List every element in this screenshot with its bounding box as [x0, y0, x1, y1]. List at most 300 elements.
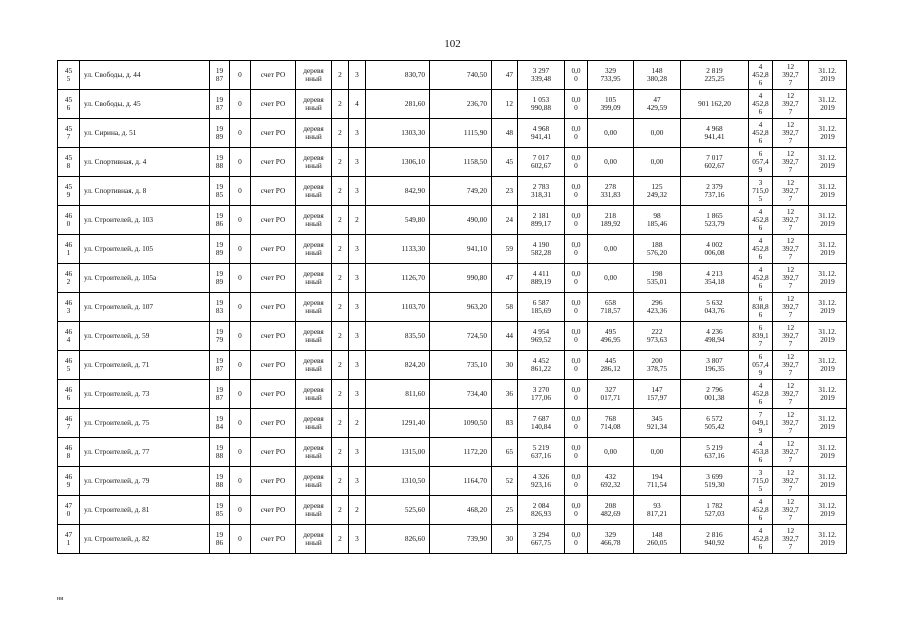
cell-col-12: 218 189,92 [588, 206, 634, 235]
cell-floors: 2 [332, 496, 349, 525]
cell-col-16: 12 392,7 7 [773, 90, 809, 119]
cell-col-14: 2 379 737,16 [681, 177, 749, 206]
cell-col-16: 12 392,7 7 [773, 235, 809, 264]
cell-col-14: 3 807 196,35 [681, 351, 749, 380]
cell-floors: 2 [332, 525, 349, 554]
cell-col-16: 12 392,7 7 [773, 525, 809, 554]
cell-address: ул. Спортивная, д. 4 [80, 148, 210, 177]
cell-col-12: 495 496,95 [588, 322, 634, 351]
cell-col-12: 105 399,09 [588, 90, 634, 119]
cell-row-number: 46 9 [58, 467, 80, 496]
cell-col-16: 12 392,7 7 [773, 264, 809, 293]
cell-floors: 2 [332, 438, 349, 467]
cell-col-3: 0 [230, 525, 251, 554]
cell-deadline: 31.12. 2019 [809, 380, 847, 409]
cell-year: 19 87 [210, 90, 230, 119]
cell-col-3: 0 [230, 351, 251, 380]
cell-residents: 30 [492, 351, 518, 380]
cell-year: 19 87 [210, 380, 230, 409]
cell-col-14: 1 782 527,03 [681, 496, 749, 525]
cell-floors: 2 [332, 61, 349, 90]
cell-floors: 2 [332, 293, 349, 322]
cell-col-13: 200 378,75 [634, 351, 681, 380]
cell-row-number: 47 1 [58, 525, 80, 554]
cell-cost-total: 2 181 899,17 [518, 206, 565, 235]
cell-area-total: 1291,40 [366, 409, 430, 438]
cell-cost-total: 6 587 185,69 [518, 293, 565, 322]
table-row [58, 467, 847, 496]
cell-col-12: 658 718,57 [588, 293, 634, 322]
cell-area-total: 1306,10 [366, 148, 430, 177]
cell-col-11: 0,0 0 [565, 90, 588, 119]
cell-entrances: 3 [349, 61, 366, 90]
housing-registry-table [57, 60, 847, 554]
cell-col-13: 222 973,63 [634, 322, 681, 351]
cell-funding: счет РО [251, 148, 296, 177]
cell-row-number: 46 8 [58, 438, 80, 467]
cell-col-14: 3 699 519,30 [681, 467, 749, 496]
cell-floors: 2 [332, 351, 349, 380]
cell-floors: 2 [332, 90, 349, 119]
cell-area-living: 963,20 [430, 293, 492, 322]
cell-col-3: 0 [230, 148, 251, 177]
cell-col-13: 0,00 [634, 438, 681, 467]
cell-col-15: 6 057,4 9 [749, 351, 773, 380]
cell-deadline: 31.12. 2019 [809, 293, 847, 322]
cell-address: ул. Строителей, д. 107 [80, 293, 210, 322]
cell-col-15: 4 452,8 6 [749, 90, 773, 119]
cell-col-3: 0 [230, 496, 251, 525]
cell-col-16: 12 392,7 7 [773, 61, 809, 90]
cell-address: ул. Строителей, д. 75 [80, 409, 210, 438]
cell-cost-total: 4 190 582,28 [518, 235, 565, 264]
cell-cost-total: 3 297 339,48 [518, 61, 565, 90]
cell-cost-total: 7 687 140,84 [518, 409, 565, 438]
cell-funding: счет РО [251, 235, 296, 264]
cell-row-number: 46 4 [58, 322, 80, 351]
cell-residents: 25 [492, 496, 518, 525]
cell-entrances: 3 [349, 380, 366, 409]
cell-col-13: 0,00 [634, 119, 681, 148]
cell-area-living: 734,40 [430, 380, 492, 409]
cell-row-number: 45 7 [58, 119, 80, 148]
cell-address: ул. Строителей, д. 73 [80, 380, 210, 409]
cell-year: 19 86 [210, 525, 230, 554]
cell-funding: счет РО [251, 264, 296, 293]
cell-col-16: 12 392,7 7 [773, 380, 809, 409]
cell-col-14: 4 002 006,08 [681, 235, 749, 264]
cell-col-15: 3 715,0 5 [749, 177, 773, 206]
cell-residents: 12 [492, 90, 518, 119]
cell-address: ул. Строителей, д. 59 [80, 322, 210, 351]
cell-area-total: 549,80 [366, 206, 430, 235]
cell-year: 19 79 [210, 322, 230, 351]
cell-col-12: 432 692,32 [588, 467, 634, 496]
cell-address: ул. Строителей, д. 103 [80, 206, 210, 235]
cell-area-living: 490,00 [430, 206, 492, 235]
cell-col-16: 12 392,7 7 [773, 322, 809, 351]
cell-address: ул. Строителей, д. 79 [80, 467, 210, 496]
cell-residents: 48 [492, 119, 518, 148]
cell-floors: 2 [332, 235, 349, 264]
table-row [58, 235, 847, 264]
cell-funding: счет РО [251, 525, 296, 554]
cell-row-number: 45 9 [58, 177, 80, 206]
cell-area-living: 468,20 [430, 496, 492, 525]
cell-deadline: 31.12. 2019 [809, 438, 847, 467]
cell-funding: счет РО [251, 438, 296, 467]
table-row [58, 380, 847, 409]
cell-col-3: 0 [230, 235, 251, 264]
cell-entrances: 3 [349, 264, 366, 293]
cell-area-living: 1115,90 [430, 119, 492, 148]
cell-col-11: 0,0 0 [565, 496, 588, 525]
cell-col-3: 0 [230, 467, 251, 496]
cell-funding: счет РО [251, 409, 296, 438]
cell-wall-material: деревя нный [296, 496, 332, 525]
cell-address: ул. Строителей, д. 82 [80, 525, 210, 554]
cell-area-living: 1172,20 [430, 438, 492, 467]
cell-deadline: 31.12. 2019 [809, 496, 847, 525]
cell-year: 19 84 [210, 409, 230, 438]
cell-col-15: 4 452,8 6 [749, 525, 773, 554]
cell-col-12: 445 286,12 [588, 351, 634, 380]
cell-area-total: 1103,70 [366, 293, 430, 322]
cell-col-12: 0,00 [588, 438, 634, 467]
cell-floors: 2 [332, 264, 349, 293]
cell-year: 19 83 [210, 293, 230, 322]
cell-cost-total: 3 294 667,75 [518, 525, 565, 554]
cell-col-11: 0,0 0 [565, 438, 588, 467]
cell-funding: счет РО [251, 351, 296, 380]
cell-funding: счет РО [251, 380, 296, 409]
cell-col-11: 0,0 0 [565, 467, 588, 496]
cell-year: 19 85 [210, 177, 230, 206]
cell-col-3: 0 [230, 264, 251, 293]
cell-row-number: 45 5 [58, 61, 80, 90]
cell-area-living: 1090,50 [430, 409, 492, 438]
cell-row-number: 46 6 [58, 380, 80, 409]
cell-address: ул. Строителей, д. 81 [80, 496, 210, 525]
cell-col-11: 0,0 0 [565, 119, 588, 148]
cell-address: ул. Строителей, д. 71 [80, 351, 210, 380]
table-row [58, 496, 847, 525]
cell-residents: 24 [492, 206, 518, 235]
cell-col-15: 6 838,8 6 [749, 293, 773, 322]
cell-area-living: 941,10 [430, 235, 492, 264]
cell-cost-total: 5 219 637,16 [518, 438, 565, 467]
cell-wall-material: деревя нный [296, 235, 332, 264]
cell-wall-material: деревя нный [296, 206, 332, 235]
cell-col-16: 12 392,7 7 [773, 293, 809, 322]
cell-area-total: 1315,00 [366, 438, 430, 467]
cell-funding: счет РО [251, 467, 296, 496]
cell-year: 19 88 [210, 148, 230, 177]
cell-col-3: 0 [230, 293, 251, 322]
cell-area-living: 724,50 [430, 322, 492, 351]
cell-residents: 58 [492, 293, 518, 322]
cell-funding: счет РО [251, 177, 296, 206]
cell-col-15: 6 839,1 7 [749, 322, 773, 351]
cell-col-13: 47 429,59 [634, 90, 681, 119]
cell-funding: счет РО [251, 496, 296, 525]
cell-area-living: 236,70 [430, 90, 492, 119]
table-row [58, 293, 847, 322]
cell-deadline: 31.12. 2019 [809, 206, 847, 235]
cell-year: 19 87 [210, 351, 230, 380]
cell-wall-material: деревя нный [296, 322, 332, 351]
cell-col-15: 4 452,8 6 [749, 380, 773, 409]
cell-wall-material: деревя нный [296, 438, 332, 467]
cell-col-13: 125 249,32 [634, 177, 681, 206]
cell-funding: счет РО [251, 61, 296, 90]
cell-entrances: 3 [349, 235, 366, 264]
cell-col-16: 12 392,7 7 [773, 496, 809, 525]
cell-col-16: 12 392,7 7 [773, 119, 809, 148]
cell-cost-total: 7 017 602,67 [518, 148, 565, 177]
cell-col-11: 0,0 0 [565, 525, 588, 554]
cell-col-16: 12 392,7 7 [773, 409, 809, 438]
cell-col-14: 5 632 043,76 [681, 293, 749, 322]
cell-floors: 2 [332, 177, 349, 206]
cell-address: ул. Сирина, д. 51 [80, 119, 210, 148]
cell-col-3: 0 [230, 206, 251, 235]
cell-col-14: 2 796 001,38 [681, 380, 749, 409]
table-row [58, 148, 847, 177]
cell-entrances: 3 [349, 148, 366, 177]
table-row [58, 206, 847, 235]
cell-entrances: 4 [349, 90, 366, 119]
table-row [58, 438, 847, 467]
cell-col-14: 4 968 941,41 [681, 119, 749, 148]
cell-area-living: 749,20 [430, 177, 492, 206]
cell-deadline: 31.12. 2019 [809, 61, 847, 90]
cell-area-living: 990,80 [430, 264, 492, 293]
cell-area-living: 735,10 [430, 351, 492, 380]
cell-col-12: 327 017,71 [588, 380, 634, 409]
cell-wall-material: деревя нный [296, 525, 332, 554]
cell-col-14: 4 213 354,18 [681, 264, 749, 293]
cell-col-13: 188 576,20 [634, 235, 681, 264]
cell-col-13: 194 711,54 [634, 467, 681, 496]
cell-floors: 2 [332, 467, 349, 496]
cell-residents: 30 [492, 525, 518, 554]
cell-col-3: 0 [230, 61, 251, 90]
cell-col-11: 0,0 0 [565, 206, 588, 235]
cell-col-14: 7 017 602,67 [681, 148, 749, 177]
cell-col-12: 329 733,95 [588, 61, 634, 90]
cell-deadline: 31.12. 2019 [809, 235, 847, 264]
cell-col-13: 93 817,21 [634, 496, 681, 525]
cell-row-number: 46 2 [58, 264, 80, 293]
cell-floors: 2 [332, 148, 349, 177]
cell-address: ул. Строителей, д. 77 [80, 438, 210, 467]
cell-col-11: 0,0 0 [565, 409, 588, 438]
cell-row-number: 46 7 [58, 409, 80, 438]
cell-address: ул. Строителей, д. 105 [80, 235, 210, 264]
cell-entrances: 3 [349, 177, 366, 206]
cell-area-living: 1158,50 [430, 148, 492, 177]
cell-residents: 83 [492, 409, 518, 438]
cell-col-12: 0,00 [588, 264, 634, 293]
cell-col-14: 901 162,20 [681, 90, 749, 119]
cell-col-11: 0,0 0 [565, 322, 588, 351]
cell-area-living: 739,90 [430, 525, 492, 554]
cell-wall-material: деревя нный [296, 351, 332, 380]
cell-row-number: 46 0 [58, 206, 80, 235]
cell-funding: счет РО [251, 293, 296, 322]
cell-cost-total: 4 452 861,22 [518, 351, 565, 380]
cell-entrances: 3 [349, 525, 366, 554]
cell-wall-material: деревя нный [296, 467, 332, 496]
cell-col-12: 0,00 [588, 119, 634, 148]
cell-col-11: 0,0 0 [565, 177, 588, 206]
cell-address: ул. Спортивная, д. 8 [80, 177, 210, 206]
cell-cost-total: 4 326 923,16 [518, 467, 565, 496]
cell-floors: 2 [332, 322, 349, 351]
cell-area-living: 740,50 [430, 61, 492, 90]
cell-area-total: 1126,70 [366, 264, 430, 293]
cell-deadline: 31.12. 2019 [809, 467, 847, 496]
cell-funding: счет РО [251, 322, 296, 351]
cell-col-13: 345 921,34 [634, 409, 681, 438]
cell-funding: счет РО [251, 119, 296, 148]
cell-col-3: 0 [230, 409, 251, 438]
cell-col-14: 2 816 940,92 [681, 525, 749, 554]
cell-floors: 2 [332, 380, 349, 409]
cell-col-16: 12 392,7 7 [773, 148, 809, 177]
cell-cost-total: 4 411 889,19 [518, 264, 565, 293]
cell-address: ул. Строителей, д. 105а [80, 264, 210, 293]
cell-col-3: 0 [230, 119, 251, 148]
cell-row-number: 47 0 [58, 496, 80, 525]
cell-wall-material: деревя нный [296, 90, 332, 119]
cell-deadline: 31.12. 2019 [809, 177, 847, 206]
cell-entrances: 2 [349, 409, 366, 438]
cell-col-16: 12 392,7 7 [773, 206, 809, 235]
cell-col-16: 12 392,7 7 [773, 177, 809, 206]
cell-col-15: 6 057,4 9 [749, 148, 773, 177]
cell-year: 19 89 [210, 235, 230, 264]
registry-body [58, 61, 847, 554]
cell-col-12: 0,00 [588, 235, 634, 264]
cell-col-11: 0,0 0 [565, 380, 588, 409]
cell-col-15: 4 453,8 6 [749, 438, 773, 467]
cell-deadline: 31.12. 2019 [809, 119, 847, 148]
cell-col-15: 4 452,8 6 [749, 61, 773, 90]
cell-cost-total: 4 968 941,41 [518, 119, 565, 148]
cell-area-total: 811,60 [366, 380, 430, 409]
cell-col-14: 5 219 637,16 [681, 438, 749, 467]
cell-residents: 36 [492, 380, 518, 409]
table-row [58, 264, 847, 293]
table-row [58, 61, 847, 90]
cell-col-11: 0,0 0 [565, 293, 588, 322]
cell-col-15: 3 715,0 5 [749, 467, 773, 496]
cell-col-11: 0,0 0 [565, 61, 588, 90]
cell-col-16: 12 392,7 7 [773, 351, 809, 380]
cell-residents: 52 [492, 467, 518, 496]
cell-area-total: 1310,50 [366, 467, 430, 496]
cell-area-total: 830,70 [366, 61, 430, 90]
cell-address: ул. Свободы, д. 45 [80, 90, 210, 119]
cell-residents: 47 [492, 61, 518, 90]
cell-col-12: 278 331,83 [588, 177, 634, 206]
cell-area-total: 1303,30 [366, 119, 430, 148]
table-row [58, 177, 847, 206]
cell-year: 19 89 [210, 264, 230, 293]
cell-row-number: 46 1 [58, 235, 80, 264]
cell-col-12: 768 714,08 [588, 409, 634, 438]
cell-area-total: 824,20 [366, 351, 430, 380]
cell-col-12: 329 466,78 [588, 525, 634, 554]
cell-year: 19 88 [210, 467, 230, 496]
cell-col-3: 0 [230, 90, 251, 119]
cell-area-total: 835,50 [366, 322, 430, 351]
cell-residents: 65 [492, 438, 518, 467]
cell-row-number: 46 5 [58, 351, 80, 380]
cell-col-14: 2 819 225,25 [681, 61, 749, 90]
cell-wall-material: деревя нный [296, 119, 332, 148]
table-row [58, 322, 847, 351]
cell-row-number: 45 8 [58, 148, 80, 177]
cell-col-12: 0,00 [588, 148, 634, 177]
cell-col-14: 4 236 498,94 [681, 322, 749, 351]
cell-year: 19 85 [210, 496, 230, 525]
cell-area-living: 1164,70 [430, 467, 492, 496]
cell-row-number: 45 6 [58, 90, 80, 119]
cell-address: ул. Свободы, д. 44 [80, 61, 210, 90]
cell-col-13: 198 535,01 [634, 264, 681, 293]
cell-col-13: 0,00 [634, 148, 681, 177]
cell-deadline: 31.12. 2019 [809, 264, 847, 293]
cell-deadline: 31.12. 2019 [809, 409, 847, 438]
cell-area-total: 842,90 [366, 177, 430, 206]
cell-wall-material: деревя нный [296, 177, 332, 206]
cell-funding: счет РО [251, 90, 296, 119]
cell-deadline: 31.12. 2019 [809, 525, 847, 554]
cell-entrances: 3 [349, 119, 366, 148]
page-number: 102 [444, 38, 461, 50]
cell-entrances: 3 [349, 351, 366, 380]
cell-cost-total: 2 783 318,31 [518, 177, 565, 206]
cell-year: 19 88 [210, 438, 230, 467]
cell-row-number: 46 3 [58, 293, 80, 322]
cell-area-total: 281,60 [366, 90, 430, 119]
cell-col-15: 4 452,8 6 [749, 119, 773, 148]
cell-entrances: 3 [349, 438, 366, 467]
cell-cost-total: 3 270 177,06 [518, 380, 565, 409]
cell-deadline: 31.12. 2019 [809, 322, 847, 351]
cell-entrances: 2 [349, 206, 366, 235]
cell-cost-total: 4 954 969,52 [518, 322, 565, 351]
cell-funding: счет РО [251, 206, 296, 235]
cell-col-15: 4 452,8 6 [749, 206, 773, 235]
cell-entrances: 3 [349, 322, 366, 351]
cell-col-13: 98 185,46 [634, 206, 681, 235]
cell-residents: 59 [492, 235, 518, 264]
cell-deadline: 31.12. 2019 [809, 90, 847, 119]
cell-year: 19 87 [210, 61, 230, 90]
cell-col-15: 4 452,8 6 [749, 264, 773, 293]
cell-col-13: 148 260,05 [634, 525, 681, 554]
cell-floors: 2 [332, 119, 349, 148]
cell-col-14: 6 572 505,42 [681, 409, 749, 438]
cell-col-12: 208 482,69 [588, 496, 634, 525]
cell-wall-material: деревя нный [296, 61, 332, 90]
cell-wall-material: деревя нный [296, 148, 332, 177]
cell-deadline: 31.12. 2019 [809, 351, 847, 380]
